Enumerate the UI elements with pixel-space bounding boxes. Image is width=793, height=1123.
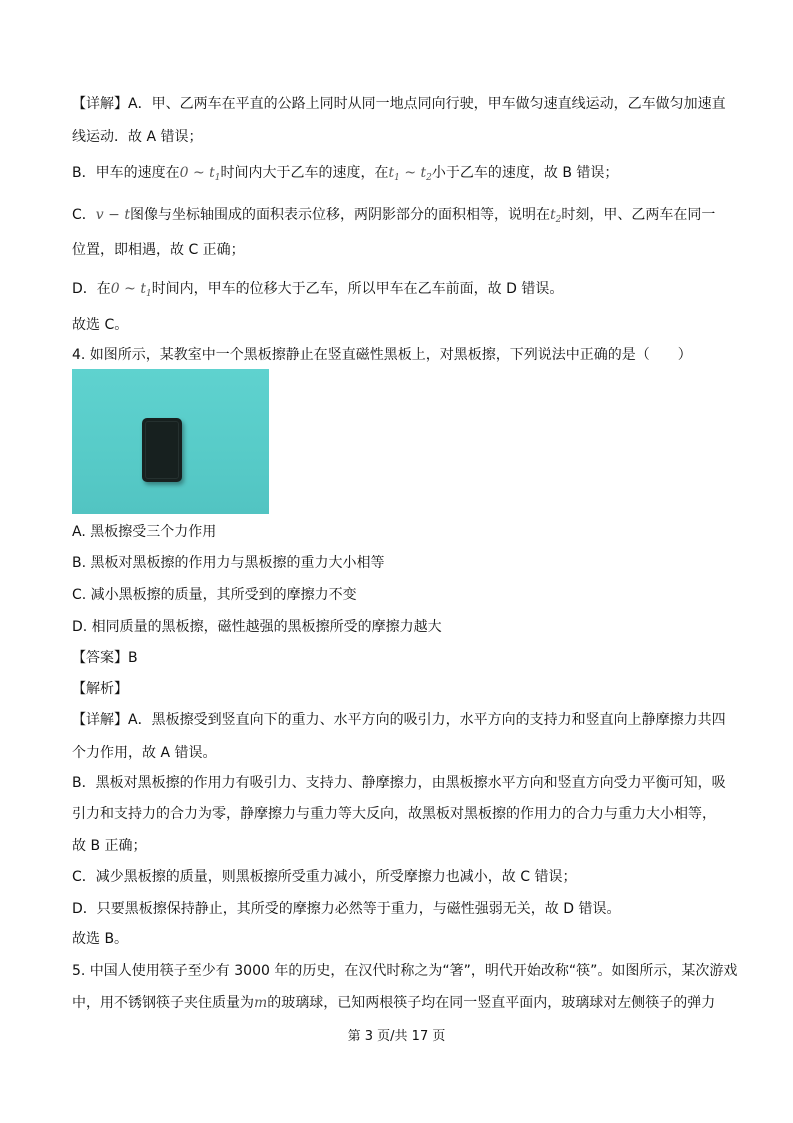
detail-option-d [72,279,563,304]
analysis-label: 【解析】 [72,681,128,697]
q4-detail-line-7: D．只要黑板擦保持静止，其所受的摩擦力必然等于重力，与磁性强弱无关，故 D 错误。 [72,901,621,917]
question-5-line-1: 5. 中国人使用筷子至少有 3000 年的历史，在汉代时称之为“箸”，明代开始改称“筷”。如图所示，某次游戏 [72,963,738,979]
formula-v-t: v − t [95,207,130,223]
question-5-line-2 [72,993,715,1013]
q4-detail-line-6: C．减少黑板擦的质量，则黑板擦所受重力减小，所受摩擦力也减小，故 C 错误； [72,869,577,885]
detail-c-line-2: 位置，即相遇，故 C 正确； [72,242,245,258]
q5-line2-prefix: 中，用不锈钢筷子夹住质量为 [72,995,254,1011]
formula-m: m [254,995,268,1011]
detail-line-1: 【详解】A．甲、乙两车在平直的公路上同时从同一地点同向行驶，甲车做匀速直线运动，乙车做匀加速直 [72,96,726,112]
formula-0-t1: 0 ~ $t_1$ [179,165,221,183]
detail-option-b [72,163,618,188]
q5-line2-suffix: 的玻璃球，已知两根筷子均在同一竖直平面内，玻璃球对左侧筷子的弹力 [267,995,716,1011]
q4-detail-line-2: 个力作用，故 A 错误。 [72,745,217,761]
page-footer: 第 3 页/共 17 页 [347,1029,446,1044]
detail-choose: 故选 C。 [72,317,129,333]
q4-detail-line-4: 引力和支持力的合力为零，静摩擦力与重力等大反向，故黑板对黑板擦的作用力的合力与重力大小相等， [72,806,716,822]
detail-line-2: 线运动．故 A 错误； [72,129,203,145]
q4-detail-line-3: B．黑板对黑板擦的作用力有吸引力、支持力、静摩擦力，由黑板擦水平方向和竖直方向受力平衡可知，吸 [72,775,726,791]
detail-c-prefix: C． [72,207,96,223]
question-4-stem: 4. 如图所示，某教室中一个黑板擦静止在竖直磁性黑板上，对黑板擦，下列说法中正确的是（ ） [72,347,692,363]
formula-t2: $t_2$ [549,207,562,225]
eraser-photo [72,369,269,514]
answer-label: 【答案】B [72,650,138,666]
detail-c-mid: 图像与坐标轴围成的面积表示位移，两阴影部分的面积相等，说明在 [129,207,550,223]
formula-0-t1-d: 0 ~ $t_1$ [110,281,152,299]
detail-d-prefix: D．在 [72,281,111,297]
blackboard-eraser [142,418,182,482]
option-b: B. 黑板对黑板擦的作用力与黑板擦的重力大小相等 [72,555,385,571]
detail-c-suffix: 时刻，甲、乙两车在同一 [561,207,716,223]
q4-choose: 故选 B。 [72,931,129,947]
detail-b-mid1: 时间内大于乙车的速度，在 [220,165,389,181]
detail-b-mid2: 小于乙车的速度，故 B 错误； [431,165,619,181]
q4-detail-line-1: 【详解】A．黑板擦受到竖直向下的重力、水平方向的吸引力，水平方向的支持力和竖直向上静摩擦力共四 [72,712,726,728]
detail-option-c [72,205,715,230]
option-d: D. 相同质量的黑板擦，磁性越强的黑板擦所受的摩擦力越大 [72,619,442,635]
formula-t1-t2: $t_1$ ~ $t_2$ [388,165,432,183]
detail-b-prefix: B．甲车的速度在 [72,165,180,181]
detail-d-suffix: 时间内，甲车的位移大于乙车，所以甲车在乙车前面，故 D 错误。 [151,281,564,297]
option-c: C. 减小黑板擦的质量，其所受到的摩擦力不变 [72,587,357,603]
q4-detail-line-5: 故 B 正确； [72,838,147,854]
option-a: A. 黑板擦受三个力作用 [72,524,217,540]
